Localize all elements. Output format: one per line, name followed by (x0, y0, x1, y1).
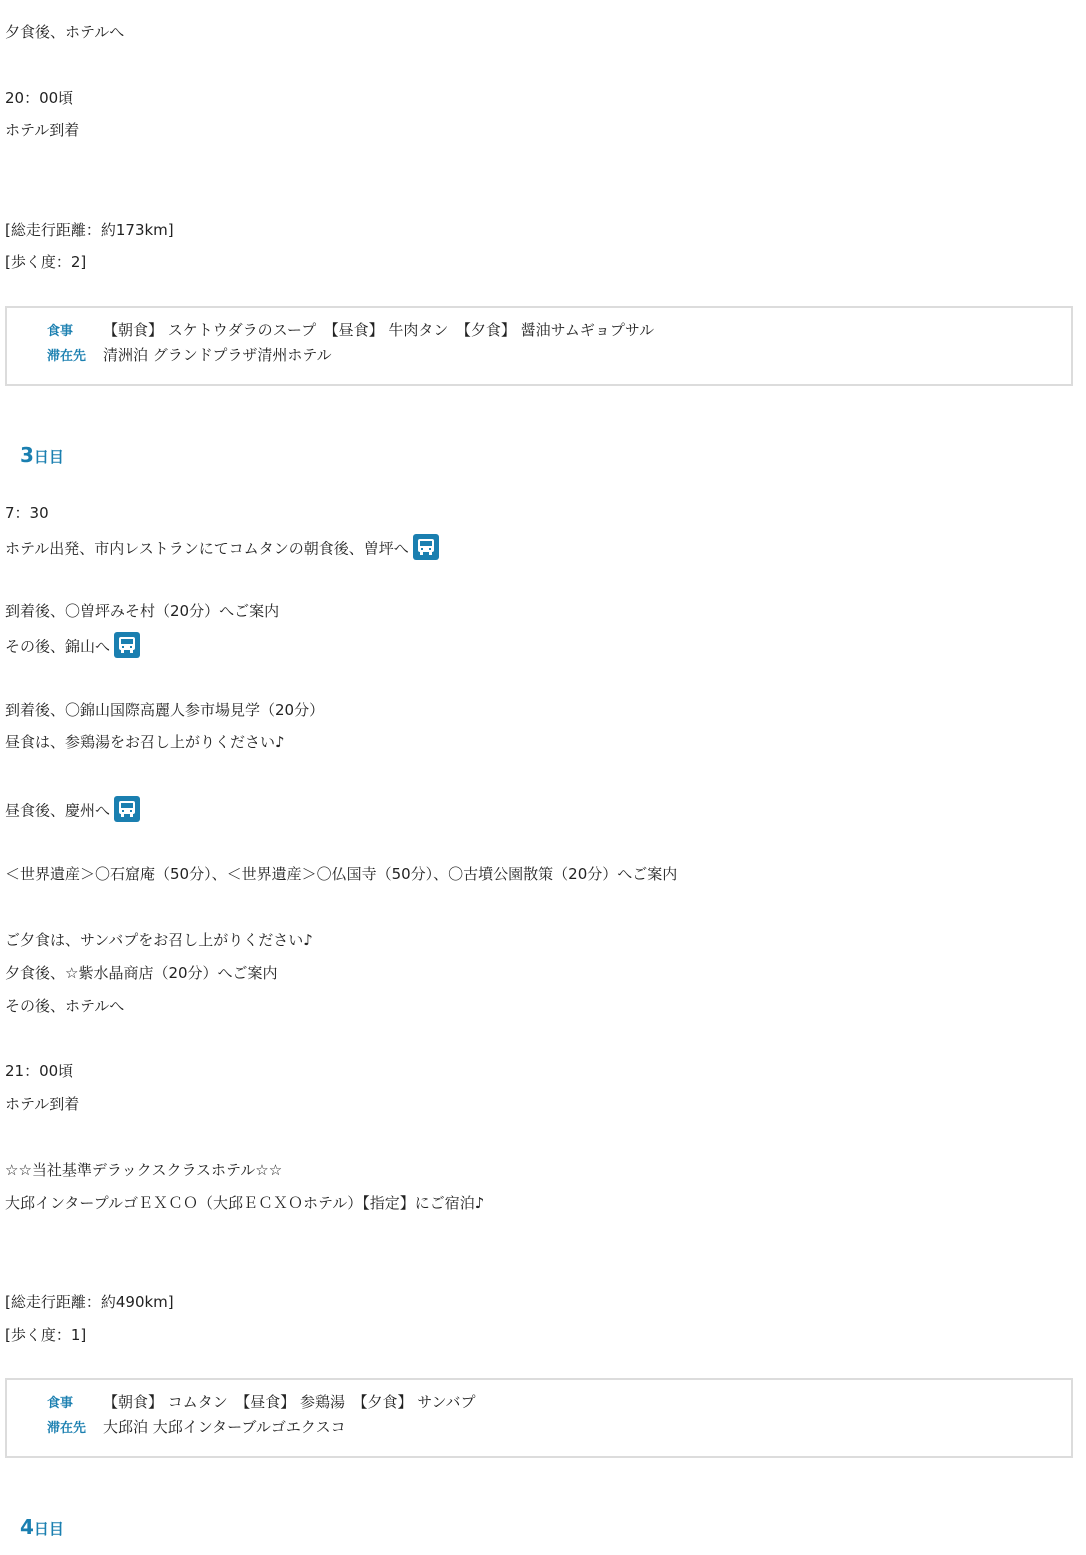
itinerary-line: 到着後、〇錦山国際高麗人参市場見学（20分） (5, 701, 325, 719)
itinerary-line: ☆☆当社基準デラックスクラスホテル☆☆ (5, 1161, 283, 1179)
stay-row (47, 1417, 346, 1439)
stay-label: 滞在先 (47, 1421, 87, 1436)
day-number: 3 (20, 443, 34, 467)
bus-icon (413, 534, 439, 560)
itinerary-line: その後、ホテルへ (5, 997, 125, 1015)
itinerary-text: 昼食後、慶州へ (5, 801, 111, 820)
bus-icon (114, 796, 140, 822)
itinerary-line: 夕食後、ホテルへ (5, 23, 125, 41)
itinerary-line: ホテル到着 (5, 121, 80, 139)
itinerary-line (5, 798, 140, 824)
itinerary-line: 夕食後、☆紫水晶商店（20分）へご案内 (5, 964, 278, 982)
total-distance: [総走行距離：約173km] (5, 221, 174, 239)
itinerary-line: ご夕食は、サンバプをお召し上がりください♪ (5, 931, 313, 949)
meals-label: 食事 (47, 1396, 74, 1411)
meals-text: 【朝食】 コムタン 【昼食】 参鶏湯 【夕食】 サンバプ (103, 1393, 476, 1411)
itinerary-line: 大邱インタープルゴＥＸＣＯ（大邱ＥＣＸＯホテル）【指定】にご宿泊♪ (5, 1194, 485, 1212)
total-distance: [総走行距離：約490km] (5, 1293, 174, 1311)
itinerary-text: ホテル出発、市内レストランにてコムタンの朝食後、曽坪へ (5, 539, 409, 558)
itinerary-line: ＜世界遺産＞〇石窟庵（50分）、＜世界遺産＞〇仏国寺（50分）、〇古墳公園散策（20分）へご案内 (5, 865, 678, 883)
itinerary-time: 21：00頃 (5, 1062, 74, 1080)
itinerary-line: 到着後、〇曽坪みそ村（20分）へご案内 (5, 602, 280, 620)
itinerary-line: 昼食は、参鶏湯をお召し上がりください♪ (5, 733, 285, 751)
stay-text: 大邱泊 大邱インターブルゴエクスコ (103, 1418, 346, 1436)
itinerary-text: その後、錦山へ (5, 637, 111, 656)
itinerary-line (5, 536, 439, 562)
stay-text: 清洲泊 グランドプラザ清州ホテル (103, 346, 332, 364)
itinerary-line: ホテル到着 (5, 1095, 80, 1113)
stay-label: 滞在先 (47, 349, 87, 364)
meals-text: 【朝食】 スケトウダラのスープ 【昼食】 牛肉タン 【夕食】 醤油サムギョプサル (103, 321, 655, 339)
meals-row (47, 320, 654, 342)
day-heading (20, 443, 64, 467)
itinerary-time: 20：00頃 (5, 89, 74, 107)
day-suffix: 日目 (33, 1520, 64, 1538)
walking-level: [歩く度：1] (5, 1326, 87, 1344)
bus-icon (114, 632, 140, 658)
day-info-box (5, 1378, 1073, 1458)
meals-label: 食事 (47, 324, 74, 339)
day-info-box (5, 306, 1073, 386)
day-heading (20, 1515, 64, 1539)
day-number: 4 (20, 1515, 34, 1539)
walking-level: [歩く度：2] (5, 253, 87, 271)
itinerary-time: 7：30 (5, 504, 49, 522)
day-suffix: 日目 (33, 448, 64, 466)
meals-row (47, 1392, 476, 1414)
stay-row (47, 345, 332, 367)
itinerary-line (5, 634, 140, 660)
